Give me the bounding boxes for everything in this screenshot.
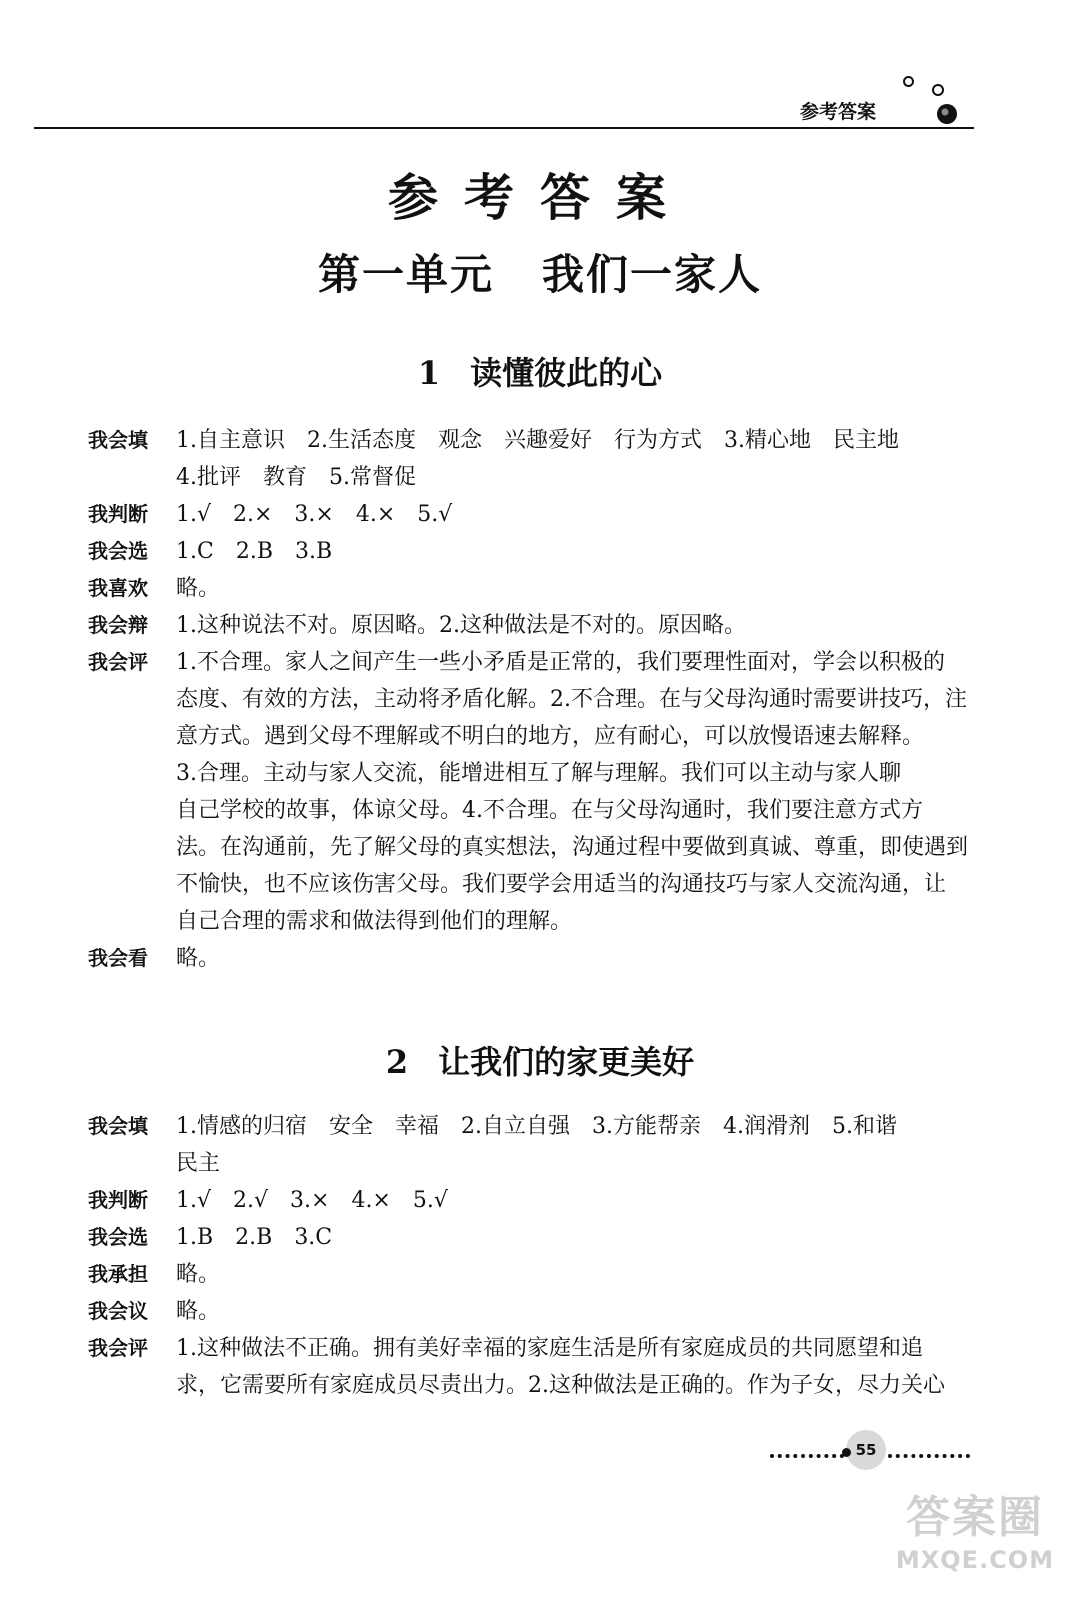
entry-line: 1.不合理。家人之间产生一些小矛盾是正常的，我们要理性面对，学会以积极的 [176,650,945,675]
answer-entry [88,644,968,940]
lesson-title [0,348,1080,394]
entry-content [176,1219,968,1256]
answer-entry [88,533,968,570]
entry-line: 自己合理的需求和做法得到他们的理解。 [176,909,573,934]
answer-entry [88,422,968,496]
entry-content [176,496,968,533]
entry-content [176,1330,968,1404]
entry-line: 略。 [176,576,221,601]
answer-entry [88,570,968,607]
entry-label: 我会填 [88,428,148,452]
entry-line: 1.√ 2.√ 3.× 4.× 5.√ [176,1188,448,1213]
footer-dots-right [888,1454,970,1458]
entry-line: 法。在沟通前，先了解父母的真实想法，沟通过程中要做到真诚、尊重，即使遇到 [176,835,969,860]
entry-content [176,1293,968,1330]
entry-line: 民主 [176,1151,221,1176]
entry-line: 略。 [176,1299,221,1324]
unit-number: 第一单元 [317,250,494,299]
answer-entry [88,1330,968,1404]
entry-label: 我会辩 [88,613,148,637]
footer-dots-left [770,1454,844,1458]
entry-label: 我会选 [88,1225,148,1249]
entry-content [176,533,968,570]
decor-dot [903,76,914,87]
entry-line: 1.这种说法不对。原因略。2.这种做法是不对的。原因略。 [176,613,746,638]
entry-content [176,644,968,940]
entry-content [176,1256,968,1293]
entry-label: 我喜欢 [88,576,148,600]
entry-label: 我承担 [88,1262,148,1286]
answer-entry [88,607,968,644]
entry-label: 我会选 [88,539,148,563]
entry-line: 意方式。遇到父母不理解或不明白的地方，应有耐心，可以放慢语速去解释。 [176,724,925,749]
page-footer [770,1428,970,1478]
page-number: 55 [855,1441,877,1459]
header-label: 参考答案 [800,101,877,123]
entry-content [176,422,968,496]
page-title: 参考答案 [388,169,692,227]
entry-label: 我会评 [88,650,148,674]
entry-content [176,570,968,607]
lesson-number: 1 [417,354,441,392]
entry-line: 1.这种做法不正确。拥有美好幸福的家庭生活是所有家庭成员的共同愿望和追 [176,1336,923,1361]
entry-label: 我判断 [88,502,148,526]
footer-dot [842,1448,851,1457]
answer-entry [88,496,968,533]
entry-line: 略。 [176,946,221,971]
lesson-number: 2 [385,1043,409,1081]
answer-entry [88,1108,968,1182]
answer-entry [88,1293,968,1330]
watermark [880,1490,1070,1590]
entry-content [176,940,968,977]
entry-label: 我会议 [88,1299,148,1323]
entry-line: 1.情感的归宿 安全 幸福 2.自立自强 3.方能帮亲 4.润滑剂 5.和谐 [176,1114,897,1139]
answer-entry [88,940,968,977]
watermark-text: 答案圈 [906,1492,1044,1543]
entry-content [176,1108,968,1182]
decor-dot [937,104,957,124]
lesson-name: 读懂彼此的心 [470,354,663,392]
entry-line: 1.C 2.B 3.B [176,539,333,564]
entry-line: 不愉快，也不应该伤害父母。我们要学会用适当的沟通技巧与家人交流沟通，让 [176,872,947,897]
entry-line: 略。 [176,1262,221,1287]
entry-line: 4.批评 教育 5.常督促 [176,465,416,490]
entry-label: 我判断 [88,1188,148,1212]
entry-line: 3.合理。主动与家人交流，能增进相互了解与理解。我们可以主动与家人聊 [176,761,901,786]
lesson-title [0,1037,1080,1083]
answer-entry [88,1182,968,1219]
unit-name: 我们一家人 [542,250,763,299]
entry-line: 1.自主意识 2.生活态度 观念 兴趣爱好 行为方式 3.精心地 民主地 [176,428,899,453]
unit-title [0,242,1080,302]
header-rule [34,127,974,129]
entry-line: 1.B 2.B 3.C [176,1225,333,1250]
answer-entry [88,1256,968,1293]
entry-line: 态度、有效的方法，主动将矛盾化解。2.不合理。在与父母沟通时需要讲技巧，注 [176,687,967,712]
entry-label: 我会评 [88,1336,148,1360]
lesson-name: 让我们的家更美好 [438,1043,695,1081]
entry-label: 我会看 [88,946,148,970]
entry-label: 我会填 [88,1114,148,1138]
entry-line: 1.√ 2.× 3.× 4.× 5.√ [176,502,453,527]
answer-entry [88,1219,968,1256]
entry-content [176,607,968,644]
entry-line: 自己学校的故事，体谅父母。4.不合理。在与父母沟通时，我们要注意方式方 [176,798,923,823]
decor-dot [932,84,944,96]
lesson-1-answers [88,422,968,977]
watermark-url: MXQE.COM [895,1546,1055,1574]
lesson-2-answers [88,1108,968,1404]
page-number-badge [846,1430,886,1470]
entry-content [176,1182,968,1219]
entry-line: 求，它需要所有家庭成员尽责出力。2.这种做法是正确的。作为子女，尽力关心 [176,1373,945,1398]
